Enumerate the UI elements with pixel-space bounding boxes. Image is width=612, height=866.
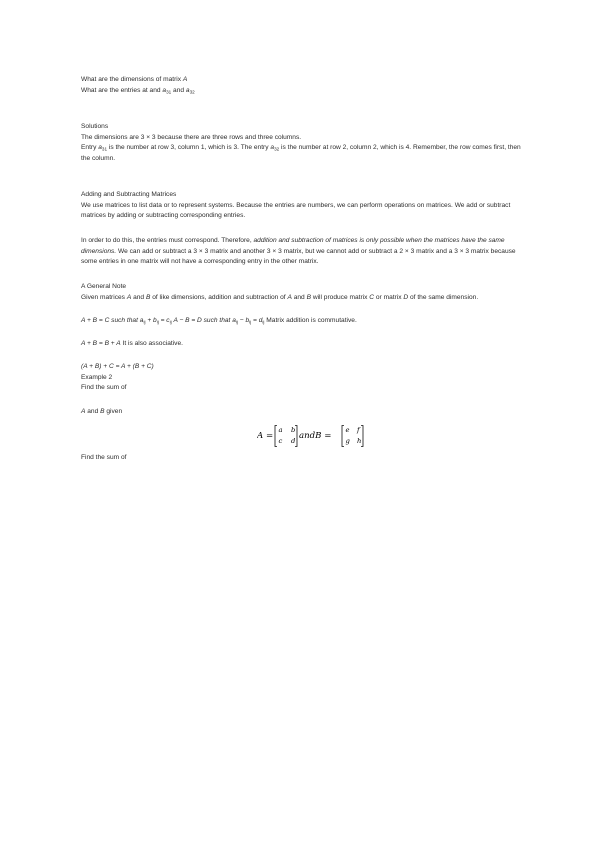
matrix-b-entry: h bbox=[357, 437, 362, 445]
matrix-a-entry: d bbox=[291, 437, 296, 445]
adding-section bbox=[81, 190, 531, 222]
matrix-a-entry: b bbox=[291, 426, 296, 434]
example-block bbox=[81, 362, 531, 394]
example-label: Example 2 bbox=[81, 373, 113, 381]
given-line: A and B given bbox=[81, 408, 123, 415]
find-sum-2-block bbox=[81, 453, 531, 464]
matrix-b-left-bracket bbox=[342, 426, 344, 447]
matrix-a-label: A = bbox=[257, 431, 274, 441]
matrix-b-entry: e bbox=[345, 426, 350, 434]
adding-heading: Adding and Subtracting Matrices bbox=[81, 191, 177, 198]
adding-paragraph-2: In order to do this, the entries must correspond. Therefore, addition and subtraction of matrices is only possible when the matrices have the same dimensions. We can add or subtract a 3 × 3 matrix and another 3 × 3 matrix, but we cannot add or subtract a 2 × 3 matrix and a 3 × 3 matrix because some entries in one matrix will not have a corresponding entry in the other matrix. bbox=[81, 237, 516, 265]
matrix-b-entry: f bbox=[357, 426, 360, 434]
matrix-a-entry: c bbox=[278, 437, 283, 445]
formula-2: A + B = B + A It is also associative. bbox=[81, 340, 183, 347]
matrix-a-entry: a bbox=[278, 426, 283, 434]
formula-1: A + B = C such that $a_{ij} + b_{ij} = c_{ij}$ A − B = D such that $a_{ij} - b_{ij} = d_{ij}$ Matrix addition is commutative. bbox=[81, 317, 357, 325]
matrix-b-entry: g bbox=[345, 437, 350, 445]
find-sum-2: Find the sum of bbox=[81, 454, 127, 461]
general-note bbox=[81, 282, 531, 303]
matrix-equation bbox=[257, 423, 367, 449]
note-heading: A General Note bbox=[81, 283, 127, 290]
solutions-block bbox=[81, 122, 531, 164]
questions-block bbox=[81, 75, 531, 96]
find-sum-1: Find the sum of bbox=[81, 384, 127, 391]
matrix-b-label: andB = bbox=[299, 431, 332, 441]
question-1: What are the dimensions of matrix A bbox=[81, 76, 188, 83]
solution-line-2: Entry $a_{31}$ is the number at row 3, column 1, which is 3. The entry $a_{32}$ is the number at row 2, column 2, which is 4. Remember, the row comes first, then the column. bbox=[81, 144, 521, 162]
formula-3: (A + B) + C = A + (B + C) bbox=[81, 363, 154, 370]
note-text: Given matrices A and B of like dimensions, addition and subtraction of A and B will produce matrix C or matrix D of the same dimension. bbox=[81, 293, 479, 301]
solutions-heading: Solutions bbox=[81, 123, 109, 130]
solution-line-1: The dimensions are 3 × 3 because there are three rows and three columns. bbox=[81, 133, 302, 141]
matrix-a-left-bracket bbox=[275, 426, 277, 447]
question-2: What are the entries at and $a_{31}$ and $a_{32}$ bbox=[81, 86, 195, 94]
adding-paragraph-1: We use matrices to list data or to represent systems. Because the entries are numbers, we can perform operations on matrices. We add or subtract matrices by adding or subtracting corresponding entries. bbox=[81, 201, 511, 219]
